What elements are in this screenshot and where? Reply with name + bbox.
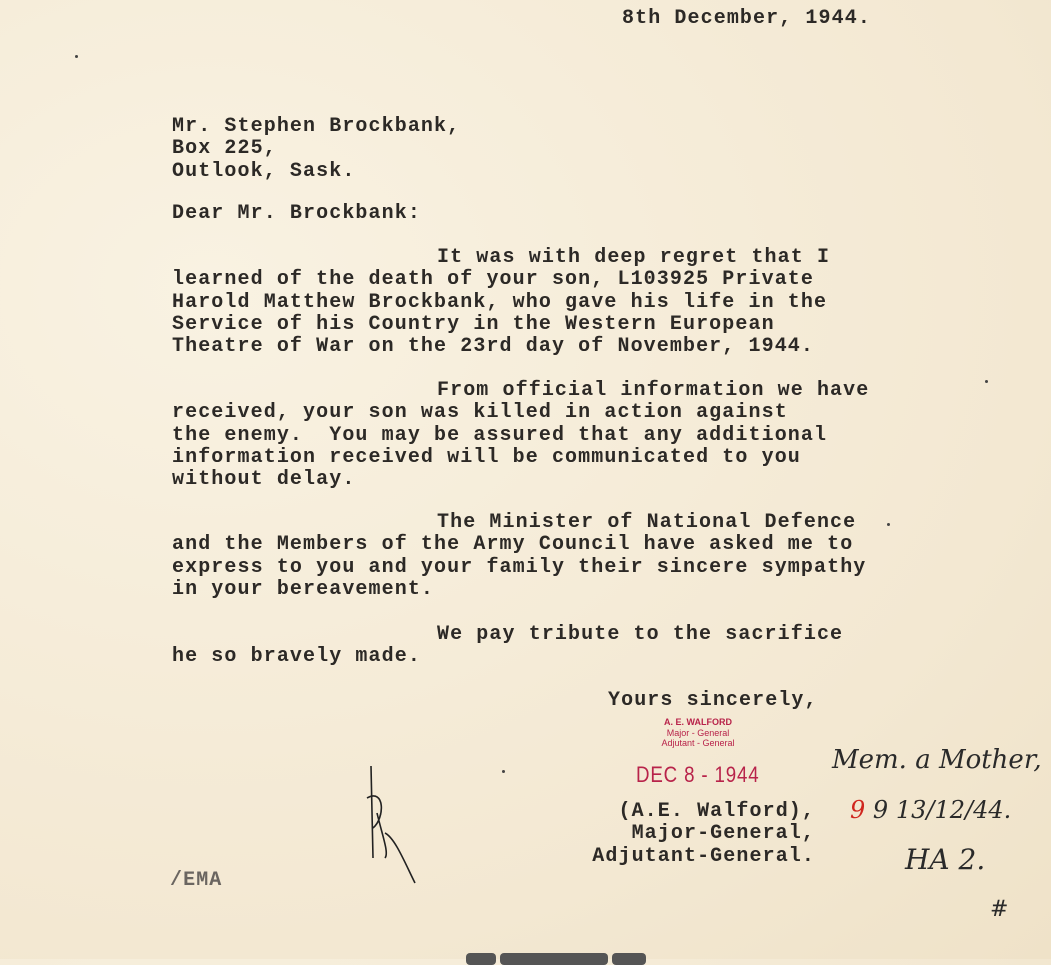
signature-line: (A.E. Walford), xyxy=(618,800,815,823)
viewer-prev-button[interactable] xyxy=(466,953,496,965)
text-line: express to you and your family their sincere sympathy xyxy=(172,555,867,579)
salutation: Dear Mr. Brockbank: xyxy=(172,202,421,225)
text-line: without delay. xyxy=(172,468,356,492)
speck xyxy=(985,380,988,383)
viewer-next-button[interactable] xyxy=(612,953,646,965)
letter-date: 8th December, 1944. xyxy=(622,7,871,30)
paragraph-3 xyxy=(172,512,866,601)
red-number: 9 xyxy=(850,796,866,824)
signature-line: Adjutant-General. xyxy=(592,844,815,868)
closing: Yours sincerely, xyxy=(608,689,818,712)
stamp-line: Major - General xyxy=(666,727,730,738)
recipient-address xyxy=(172,116,460,183)
speck xyxy=(887,523,890,526)
text-line: We pay tribute to the sacrifice xyxy=(437,623,844,646)
paragraph-1 xyxy=(172,246,831,359)
address-line: Box 225, xyxy=(172,137,277,161)
address-line: Mr. Stephen Brockbank, xyxy=(172,115,461,138)
text-line: Service of his Country in the Western European xyxy=(172,312,775,336)
text-line: received, your son was killed in action against xyxy=(172,401,788,425)
note-line: HA 2. xyxy=(905,843,986,876)
text-line: From official information we have xyxy=(437,379,870,402)
viewer-page-control[interactable] xyxy=(500,953,608,965)
address-line: Outlook, Sask. xyxy=(172,159,356,183)
text-line: It was with deep regret that I xyxy=(437,246,831,269)
note-line: Mem. a Mother, xyxy=(832,745,1042,775)
speck xyxy=(502,770,505,773)
stamp-line: Adjutant - General xyxy=(661,738,735,748)
note-line xyxy=(850,795,1011,825)
paragraph-2 xyxy=(172,379,870,492)
note-line: # xyxy=(990,897,1009,922)
text-line: in your bereavement. xyxy=(172,577,435,601)
text-line: The Minister of National Defence xyxy=(437,511,857,534)
text-line: Theatre of War on the 23rd day of November, 1944. xyxy=(172,335,814,359)
initials-signature xyxy=(355,758,435,888)
text-line: learned of the death of your son, L103925 Private xyxy=(172,268,814,292)
text-line: he so bravely made. xyxy=(172,645,421,669)
signature-block xyxy=(592,801,815,868)
speck xyxy=(75,55,78,58)
name-stamp xyxy=(638,717,758,749)
signature-line: Major-General, xyxy=(631,822,815,846)
note-date: 9 13/12/44. xyxy=(872,796,1012,824)
paragraph-4 xyxy=(172,623,844,669)
date-stamp: DEC 8 - 1944 xyxy=(636,762,760,787)
text-line: Harold Matthew Brockbank, who gave his life in the xyxy=(172,290,828,314)
text-line: and the Members of the Army Council have asked me to xyxy=(172,533,854,557)
stamp-line: A. E. WALFORD xyxy=(664,717,732,727)
text-line: the enemy. You may be assured that any additional xyxy=(172,423,828,447)
text-line: information received will be communicated to you xyxy=(172,445,801,469)
reference-initials: /EMA xyxy=(170,869,223,892)
